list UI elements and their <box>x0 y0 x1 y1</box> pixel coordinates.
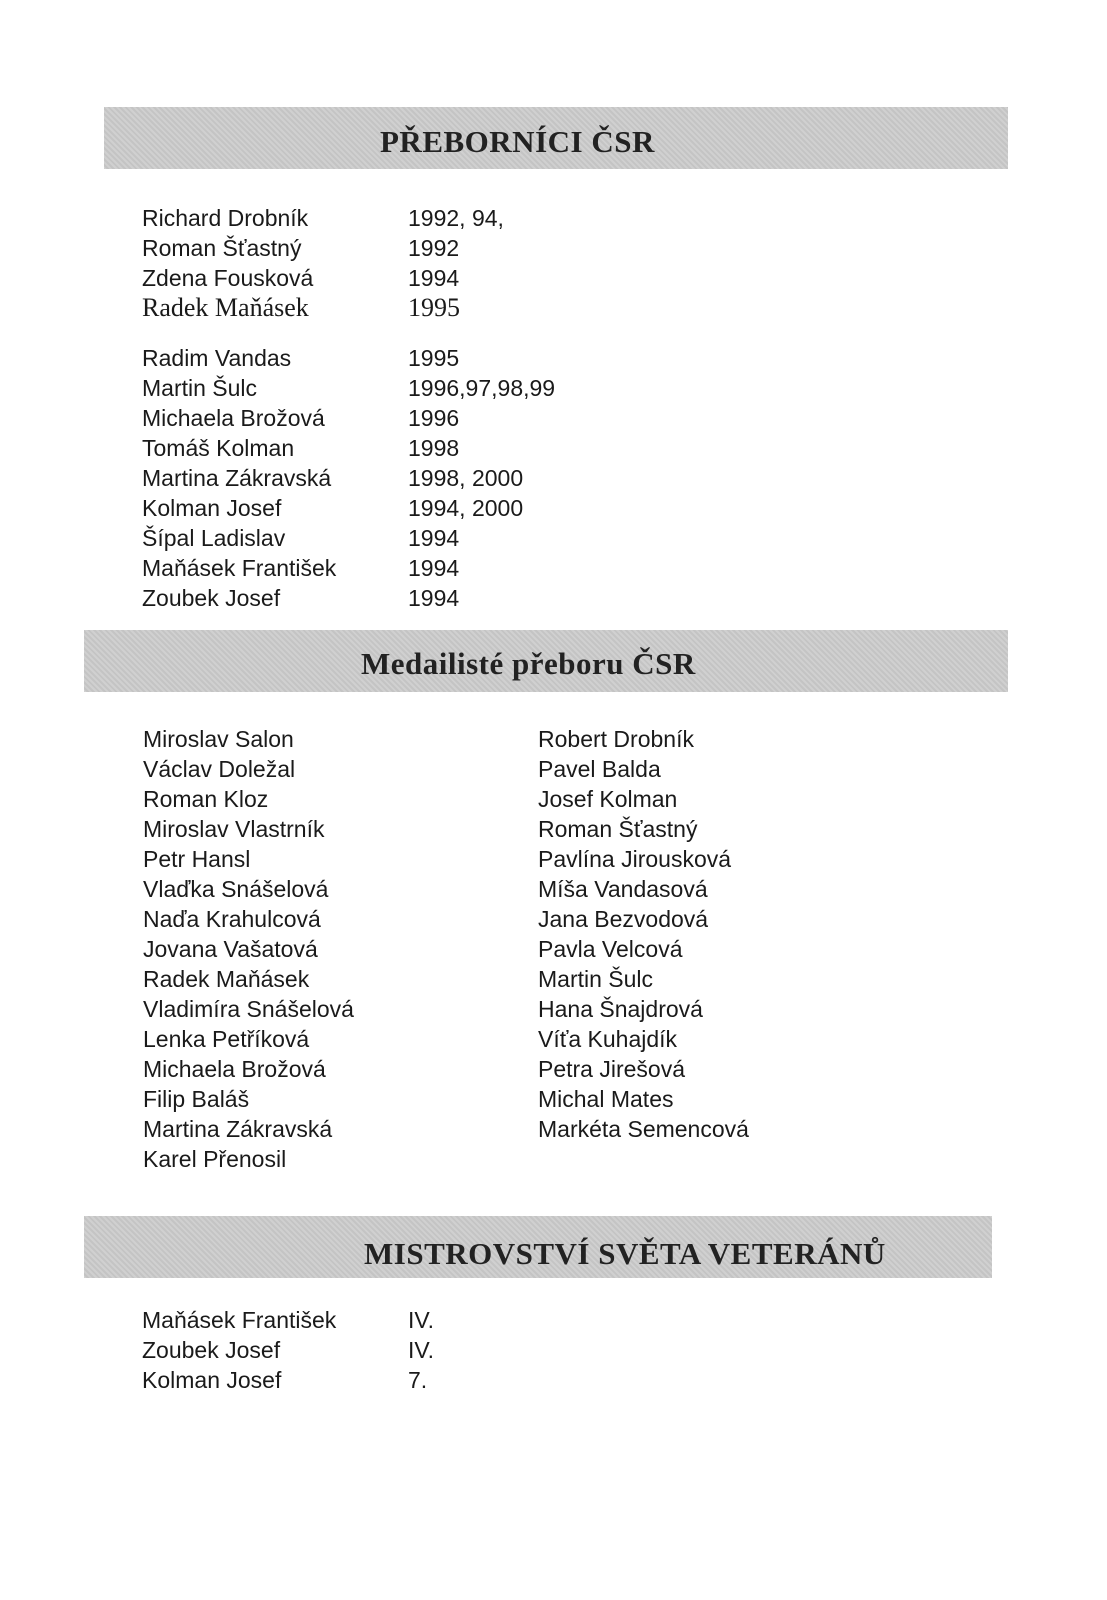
champion-years: 1995 <box>408 345 460 371</box>
medalist-name: Miroslav Vlastrník <box>143 816 325 842</box>
champion-years: 1994 <box>408 525 460 551</box>
medalist-name: Pavla Velcová <box>538 936 683 962</box>
medalist-name: Pavel Balda <box>538 756 661 782</box>
champion-name: Zoubek Josef <box>142 585 281 611</box>
veteran-place: IV. <box>408 1337 435 1363</box>
section-banner-medalists <box>84 630 1008 692</box>
medalist-name: Petra Jirešová <box>538 1056 686 1082</box>
section-banner-champions <box>104 107 1008 169</box>
champion-name: Zdena Fousková <box>142 265 314 291</box>
medalist-name: Vladimíra Snášelová <box>143 996 354 1022</box>
medalist-name: Martina Zákravská <box>143 1116 333 1142</box>
champion-name: Michaela Brožová <box>142 405 325 431</box>
veteran-place: IV. <box>408 1307 435 1333</box>
medalist-name: Roman Šťastný <box>538 816 698 842</box>
section-banner-veterans <box>84 1216 992 1278</box>
champion-years: 1998, 2000 <box>408 465 524 491</box>
medalist-name: Petr Hansl <box>143 846 251 872</box>
medalist-name: Filip Baláš <box>143 1086 250 1112</box>
medalist-name: Lenka Petříková <box>143 1026 310 1052</box>
veteran-name: Zoubek Josef <box>142 1337 281 1363</box>
medalist-name: Radek Maňásek <box>143 966 310 992</box>
champion-years: 1994 <box>408 585 460 611</box>
medalist-name: Markéta Semencová <box>538 1116 749 1142</box>
section-title-medalists: Medailisté přeboru ČSR <box>361 646 696 681</box>
champion-name: Maňásek František <box>142 555 337 581</box>
veteran-name: Kolman Josef <box>142 1367 282 1393</box>
medalist-name: Míša Vandasová <box>538 876 708 902</box>
champion-years: 1992, 94, <box>408 205 504 231</box>
medalist-name: Karel Přenosil <box>143 1146 287 1172</box>
medalist-name: Pavlína Jirousková <box>538 846 732 872</box>
champion-name: Kolman Josef <box>142 495 282 521</box>
champion-years: 1994, 2000 <box>408 495 524 521</box>
medalist-name: Hana Šnajdrová <box>538 996 703 1022</box>
medalist-name: Martin Šulc <box>538 966 654 992</box>
champion-name: Radek Maňásek <box>142 293 309 322</box>
medalist-name: Josef Kolman <box>538 786 678 812</box>
section-title-veterans: MISTROVSTVÍ SVĚTA VETERÁNŮ <box>364 1236 886 1271</box>
champion-name: Martina Zákravská <box>142 465 332 491</box>
medalist-name: Víťa Kuhajdík <box>538 1026 678 1052</box>
veteran-name: Maňásek František <box>142 1307 337 1333</box>
champion-years: 1996,97,98,99 <box>408 375 556 401</box>
medalist-name: Naďa Krahulcová <box>143 906 321 932</box>
champion-name: Šípal Ladislav <box>142 525 286 551</box>
champion-years: 1994 <box>408 555 460 581</box>
medalist-name: Jovana Vašatová <box>143 936 318 962</box>
champion-name: Richard Drobník <box>142 205 309 231</box>
medalist-name: Miroslav Salon <box>143 726 294 752</box>
champion-years: 1998 <box>408 435 460 461</box>
section-title-champions: PŘEBORNÍCI ČSR <box>380 124 655 159</box>
veteran-place: 7. <box>408 1367 428 1393</box>
champion-years: 1996 <box>408 405 460 431</box>
medalist-name: Roman Kloz <box>143 786 269 812</box>
champion-name: Tomáš Kolman <box>142 435 295 461</box>
champion-name: Radim Vandas <box>142 345 292 371</box>
champion-years: 1992 <box>408 235 460 261</box>
champion-years: 1995 <box>408 293 460 322</box>
medalist-name: Robert Drobník <box>538 726 694 752</box>
champion-years: 1994 <box>408 265 460 291</box>
medalist-name: Michal Mates <box>538 1086 674 1112</box>
medalist-name: Michaela Brožová <box>143 1056 326 1082</box>
medalist-name: Václav Doležal <box>143 756 296 782</box>
champion-name: Martin Šulc <box>142 375 258 401</box>
medalist-name: Jana Bezvodová <box>538 906 709 932</box>
medalist-name: Vlaďka Snášelová <box>143 876 329 902</box>
champion-name: Roman Šťastný <box>142 235 302 261</box>
